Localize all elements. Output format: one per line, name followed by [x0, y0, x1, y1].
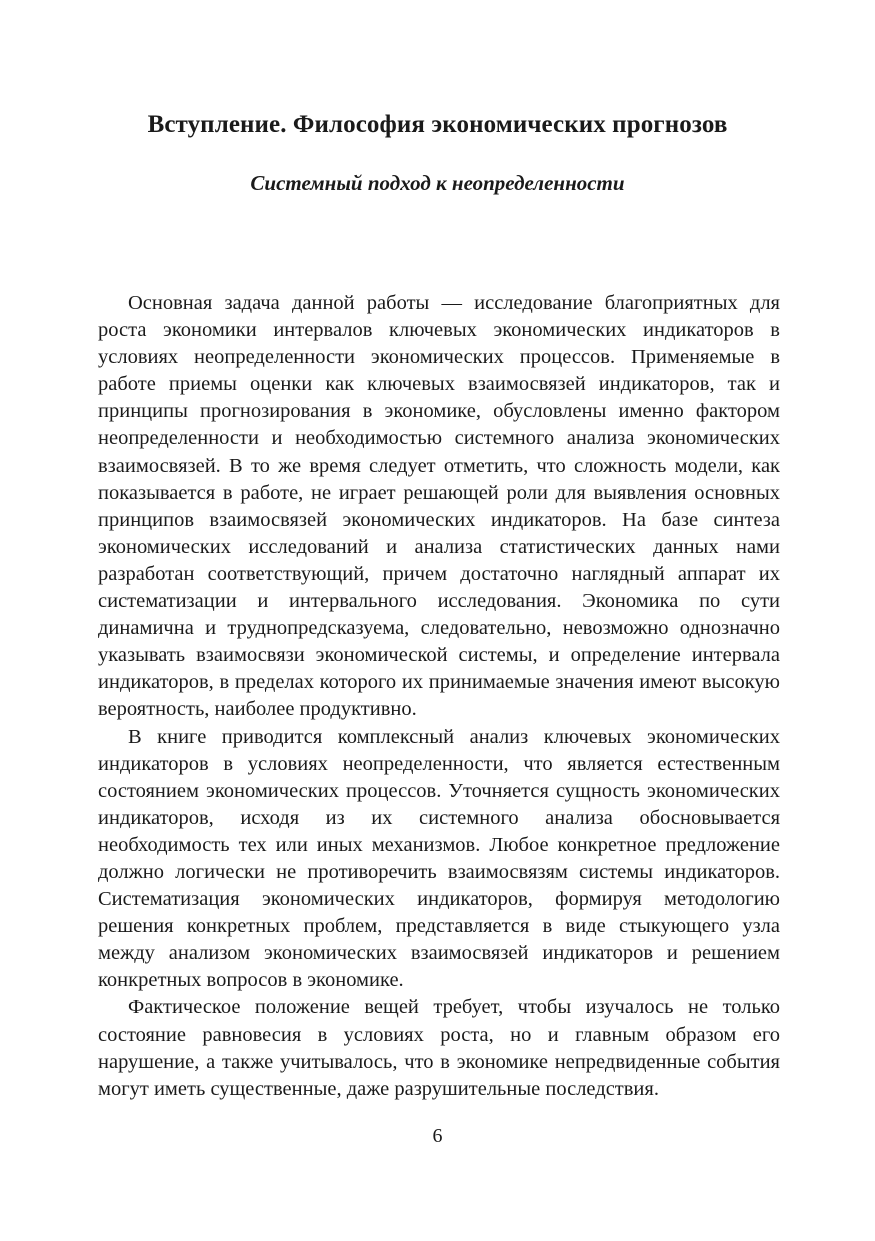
chapter-title: Вступление. Философия экономических прогнозов	[147, 111, 728, 138]
paragraph: Фактическое положение вещей требует, чтобы изучалось не только состояние равновесия в условиях роста, но и главным образом его нарушение, а также учитывалось, что в экономике непредвиденные события могут иметь существенные, даже разрушительные последствия.	[98, 996, 780, 1100]
body-text	[98, 290, 780, 1103]
paragraph: В книге приводится комплексный анализ ключевых экономических индикаторов в условиях неопределенности, что является естественным состоянием экономических процессов. Уточняется сущность экономических индикаторов, исходя из их системного анализа обосновывается необходимость тех или иных механизмов. Любое конкретное предложение должно логически не противоречить взаимосвязям системы индикаторов. Систематизация экономических индикаторов, формируя методологию решения конкретных проблем, представляется в виде стыкующего узла между анализом экономических взаимосвязей индикаторов и решением конкретных вопросов в экономике.	[98, 725, 780, 992]
chapter-subtitle: Системный подход к неопределенности	[250, 171, 625, 195]
paragraph: Основная задача данной работы — исследование благоприятных для роста экономики интервалов ключевых экономических индикаторов в условиях неопределенности экономических процессов. Применяемые в работе приемы оценки как ключевых взаимосвязей индикаторов, так и принципы прогнозирования в экономике, обусловлены именно фактором неопределенности и необходимостью системного анализа экономических взаимосвязей. В то же время следует отметить, что сложность модели, как показывается в работе, не играет решающей роли для выявления основных принципов взаимосвязей экономических индикаторов. На базе синтеза экономических исследований и анализа статистических данных нами разработан соответствующий, причем достаточно наглядный аппарат их систематизации и интервального исследования. Экономика по сути динамична и труднопредсказуема, следовательно, невозможно однозначно указывать взаимосвязи экономической системы, и определение интервала индикаторов, в пределах которого их принимаемые значения имеют высокую вероятность, наиболее продуктивно.	[98, 292, 780, 721]
page-number: 6	[432, 1125, 443, 1147]
